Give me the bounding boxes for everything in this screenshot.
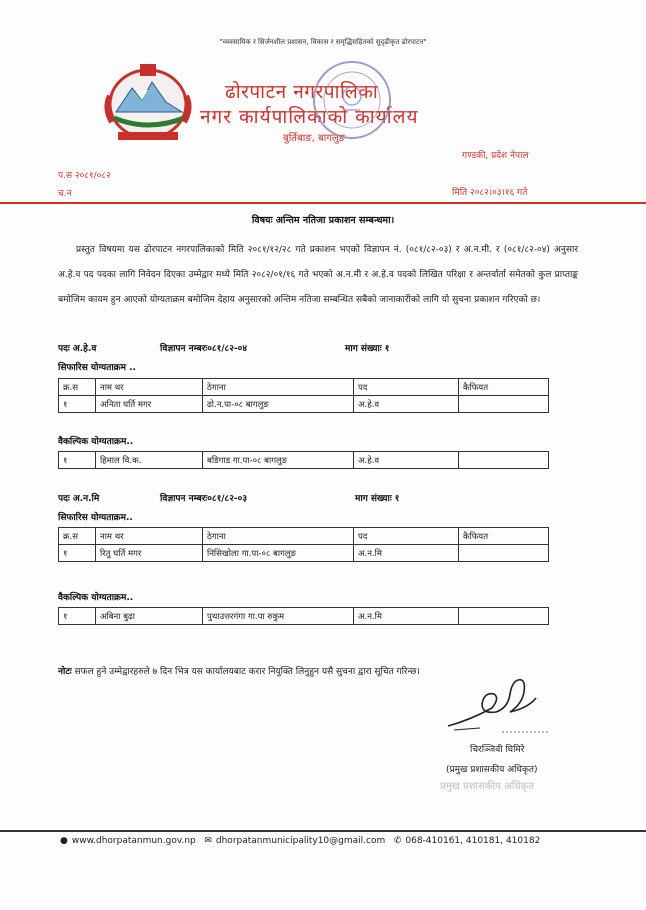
recommended-section-title: सिफारिस योग्यताक्रम.. [58,513,133,523]
cell-name: हिमाल वि.क. [96,452,203,469]
cell-remarks [459,608,549,625]
cell-name: अबिना बुढा [96,608,203,625]
advert-number: विज्ञापन नम्बरः०८१/८२-०४ [160,344,248,354]
header-cell-remarks: कैफियत [459,379,549,396]
recommended-table [58,527,549,562]
cell-remarks [459,452,549,469]
cell-sn: १ [59,396,96,413]
cell-name: रितु घर्ति मगर [96,545,203,562]
note [58,664,420,677]
cell-sn: १ [59,608,96,625]
cell-remarks [459,545,549,562]
cell-address: पुथाउत्तरगंगा गा.पा रुकुम [203,608,354,625]
issue-date: मिति २०८२।०३।१६ गते [452,188,528,198]
cell-post: अ.न.मि [354,608,459,625]
subject-line: विषयः अन्तिम नतिजा प्रकाशन सम्बन्धमा। [251,215,395,226]
demand-count: माग संख्याः १ [345,344,390,354]
header-divider [0,202,646,204]
org-name-line1: ढोरपाटन नगरपालिका [225,81,379,103]
header-cell-address: ठेगाना [203,379,354,396]
header-cell-address: ठेगाना [203,528,354,545]
alternate-section-title: वैकल्पिक योग्यताक्रम.. [58,437,134,447]
org-name-line2: नगर कार्यपालिकाको कार्यालय [200,106,419,128]
header-cell-post: पद [354,528,459,545]
body-paragraph: प्रस्तुत विषयमा यस ढोरपाटन नगरपालिकाको मिति २०८१/१२/२८ गते प्रकाशन भएको विज्ञापन नं. (०८१/८२-०३) र अ.न.मी. र (०८१/८२-०४) अनुसार अ.हे.व पद पदका लागि निवेदन दिएका उम्मेद्वार मध्ये मिति २०८२/०१/१६ गते भएको अ.न.मी र अ.हे.व पदको लिखित परिक्षा र अन्तर्वार्ता समेतको कुल प्राप्ताङ्क बमोजिम कायम हुन आएको योग्यताक्रम बमोजिम देहाय अनुसारको अन्तिम नतिजा सम्बन्धित सबैको जानाकारीको लागि यो सुचना प्रकाशन गरिएको छ। [58,245,578,305]
cell-post: अ.हे.व [354,396,459,413]
table-row [59,452,549,469]
table-row [59,396,549,413]
dispatch-number: च.न [58,189,72,199]
motto: "व्यवसायिक र सिर्जनशील प्रशासन, विकास र समृद्धिसहितको सुदृढीकृत ढोरपाटन" [219,38,427,46]
signatory-name: चिरञ्जिवी घिमिरे [470,745,525,755]
cell-address: बडिगाड गा.पा-०८ बागलुङ [203,452,354,469]
post-title: पदः अ.हे.व [58,344,97,354]
header-cell-name: नाम थर [96,528,203,545]
phone-icon: ✆ [393,836,402,846]
header-cell-remarks: कैफियत [459,528,549,545]
nepal-emblem-logo [96,58,200,146]
signatory-title: (प्रमुख प्रशासकीय अधिकृत) [446,765,538,775]
cell-address: ढो.न.पा-०८ बागलुङ [203,396,354,413]
alternate-section-title: वैकल्पिक योग्यताक्रम.. [58,593,134,603]
post-title: पदः अ.न.मि [58,494,100,504]
table-header-row [59,379,549,396]
header-cell-sn: क्र.स [59,528,96,545]
cell-sn: १ [59,452,96,469]
cell-post: अ.न.मि [354,545,459,562]
recommended-section-title: सिफारिस योग्यताक्रम .. [58,363,136,373]
table-row [59,608,549,625]
header-cell-post: पद [354,379,459,396]
footer-website[interactable]: www.dhorpatanmun.gov.np [71,836,196,846]
footer-phone: 068-410161, 410181, 410182 [405,836,541,846]
globe-icon: ● [60,836,68,846]
header-cell-name: नाम थर [96,379,203,396]
recommended-table [58,378,549,413]
note-text: सफल हुने उम्मेद्वारहरुले ७ दिन भित्र यस कार्यालयबाट करार नियुक्ति लिनुहुन यसै सुचना द्वारा सूचित गरिन्छ। [74,667,420,677]
demand-count: माग संख्याः १ [355,494,400,504]
org-address: बुर्तिबाङ, बागलुङ [283,133,346,144]
province-label: गण्डकी, प्रदेश नेपाल [462,151,529,161]
signatory-stamp: प्रमुख प्रशासकीय अधिकृत [440,781,534,792]
footer-divider [0,830,646,832]
footer-contact [60,836,540,846]
mail-icon: ✉ [204,836,212,846]
cell-name: अनिता घर्ति मगर [96,396,203,413]
footer-email[interactable]: dhorpatanmunicipality10@gmail.com [215,836,386,846]
cell-remarks [459,396,549,413]
alternate-table [58,451,549,469]
cell-post: अ.हे.व [354,452,459,469]
table-header-row [59,528,549,545]
handwritten-signature [440,668,550,734]
alternate-table [58,607,549,625]
office-stamp [310,58,394,142]
header-cell-sn: क्र.स [59,379,96,396]
note-label: नोटः [58,667,72,677]
cell-address: निसिखोला गा.पा-०८ बागलुङ [203,545,354,562]
reference-number: प.स २०८१/०८२ [58,171,111,181]
advert-number: विज्ञापन नम्बरः०८१/८२-०३ [160,494,248,504]
table-row [59,545,549,562]
cell-sn: १ [59,545,96,562]
